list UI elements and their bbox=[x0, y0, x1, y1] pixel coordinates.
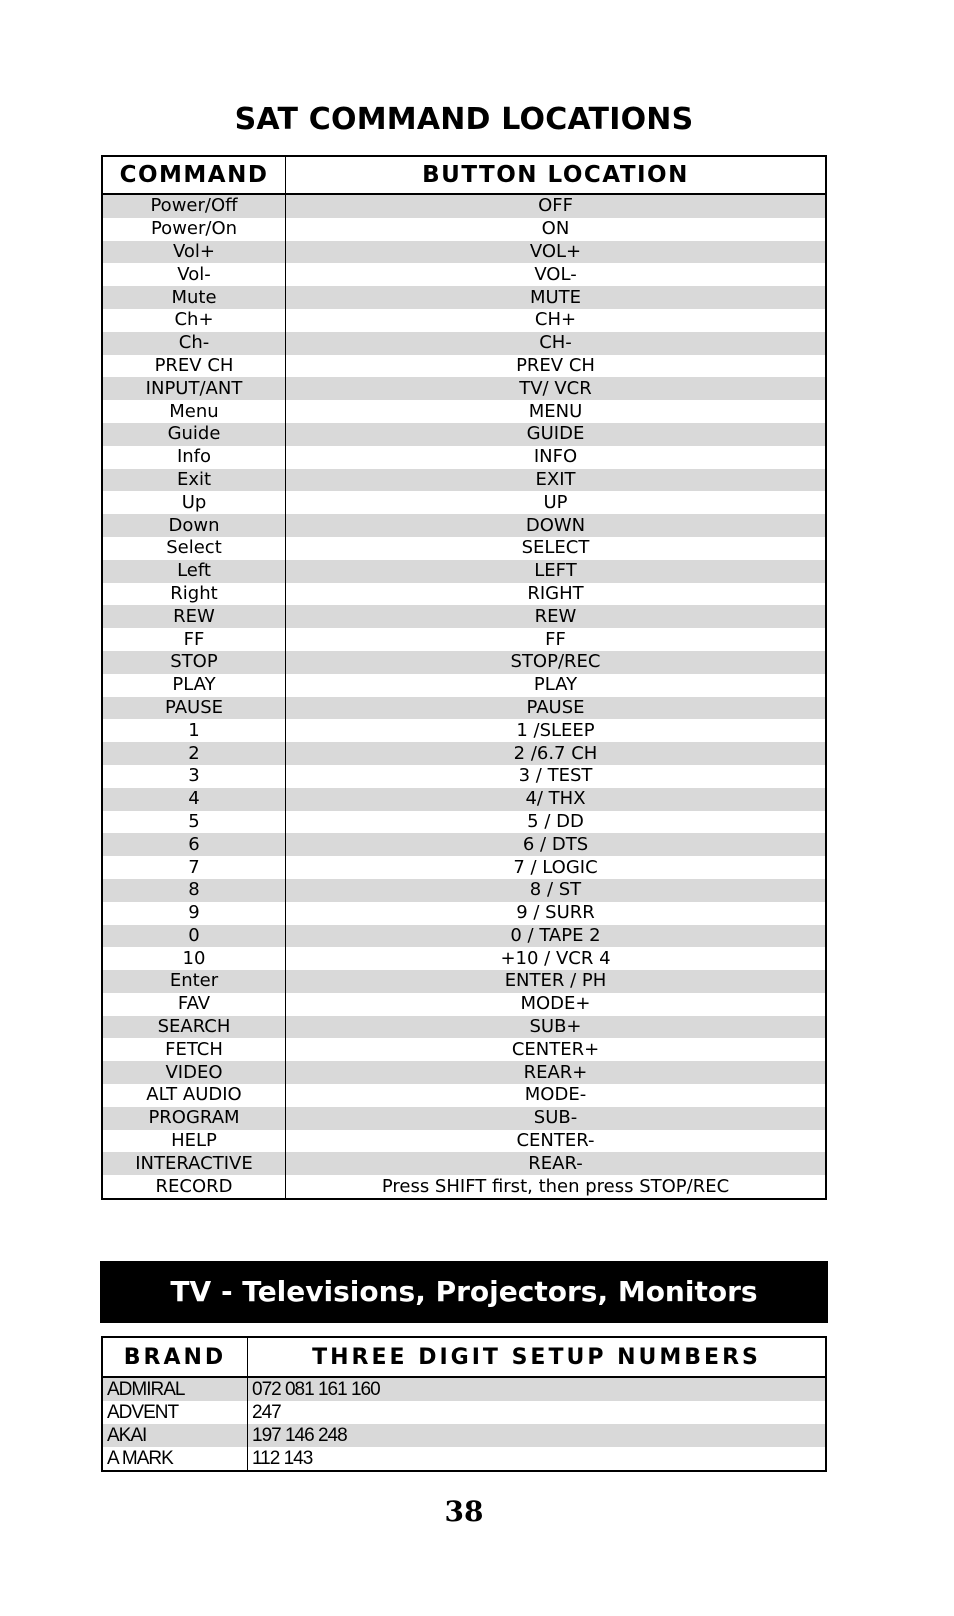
button-location-cell: STOP/REC bbox=[286, 651, 827, 674]
command-cell: 10 bbox=[102, 947, 286, 970]
table-row bbox=[102, 218, 826, 241]
command-table bbox=[101, 155, 827, 1200]
table-row bbox=[102, 879, 826, 902]
button-location-cell: GUIDE bbox=[286, 423, 827, 446]
column-header-brand: BRAND bbox=[102, 1337, 248, 1377]
table-row bbox=[102, 491, 826, 514]
button-location-cell: REAR- bbox=[286, 1152, 827, 1175]
command-cell: Power/Off bbox=[102, 194, 286, 218]
command-cell: Info bbox=[102, 446, 286, 469]
command-cell: FF bbox=[102, 628, 286, 651]
command-cell: Guide bbox=[102, 423, 286, 446]
button-location-cell: DOWN bbox=[286, 514, 827, 537]
setup-numbers-cell: 247 bbox=[252, 1401, 281, 1423]
command-cell: 2 bbox=[102, 742, 286, 765]
command-cell: FAV bbox=[102, 993, 286, 1016]
table-row bbox=[102, 1130, 826, 1153]
button-location-cell: EXIT bbox=[286, 469, 827, 492]
table-row bbox=[102, 560, 826, 583]
button-location-cell: CH+ bbox=[534, 309, 577, 331]
command-cell: Vol+ bbox=[102, 241, 286, 264]
table-row bbox=[102, 993, 826, 1016]
button-location-cell: Press SHIFT first, then press STOP/REC bbox=[381, 1175, 730, 1197]
command-cell: REW bbox=[102, 605, 286, 628]
table-row bbox=[102, 583, 826, 606]
button-location-cell: MENU bbox=[528, 400, 583, 422]
table-row bbox=[102, 1152, 826, 1175]
table-row bbox=[102, 1424, 826, 1447]
button-location-cell: SUB+ bbox=[286, 1016, 827, 1039]
table-row bbox=[102, 811, 826, 834]
table-row bbox=[102, 514, 826, 537]
command-cell: 5 bbox=[102, 811, 286, 834]
command-cell: Right bbox=[102, 583, 286, 606]
button-location-cell: 6 / DTS bbox=[286, 833, 827, 856]
button-location-cell: 2 /6.7 CH bbox=[286, 742, 827, 765]
table-row bbox=[102, 355, 826, 378]
brand-table-body bbox=[102, 1377, 826, 1471]
command-cell: Left bbox=[102, 560, 286, 583]
table-row bbox=[102, 1107, 826, 1130]
button-location-cell: 9 / SURR bbox=[516, 902, 595, 924]
button-location-cell: OFF bbox=[286, 194, 827, 218]
table-row bbox=[102, 1447, 826, 1471]
button-location-cell: PREV CH bbox=[516, 354, 595, 376]
table-row bbox=[102, 332, 826, 355]
button-location-cell: VOL- bbox=[534, 263, 577, 285]
command-cell: Ch+ bbox=[102, 309, 286, 332]
table-row bbox=[102, 856, 826, 879]
brand-cell: ADMIRAL bbox=[102, 1377, 248, 1401]
table-row bbox=[102, 537, 826, 560]
table-row bbox=[102, 1084, 826, 1107]
button-location-cell: REW bbox=[286, 605, 827, 628]
command-cell: Vol- bbox=[102, 263, 286, 286]
section-banner: TV - Televisions, Projectors, Monitors bbox=[100, 1261, 828, 1323]
command-cell: PROGRAM bbox=[102, 1107, 286, 1130]
brand-cell: ADVENT bbox=[102, 1401, 248, 1424]
table-row bbox=[102, 651, 826, 674]
brand-table bbox=[101, 1336, 827, 1472]
table-row bbox=[102, 309, 826, 332]
table-row bbox=[102, 697, 826, 720]
command-cell: HELP bbox=[102, 1130, 286, 1153]
command-cell: 7 bbox=[102, 856, 286, 879]
table-row bbox=[102, 1038, 826, 1061]
table-row bbox=[102, 377, 826, 400]
button-location-cell: MODE- bbox=[524, 1084, 587, 1106]
table-row bbox=[102, 765, 826, 788]
table-row bbox=[102, 1401, 826, 1424]
button-location-cell: SELECT bbox=[521, 537, 590, 559]
command-cell: STOP bbox=[102, 651, 286, 674]
table-row bbox=[102, 947, 826, 970]
table-row bbox=[102, 1016, 826, 1039]
page-title: SAT COMMAND LOCATIONS bbox=[234, 102, 694, 137]
command-cell: PAUSE bbox=[102, 697, 286, 720]
button-location-cell: SUB- bbox=[286, 1107, 827, 1130]
button-location-cell: 3 / TEST bbox=[518, 765, 593, 787]
button-location-cell: 0 / TAPE 2 bbox=[286, 925, 827, 948]
button-location-cell: PAUSE bbox=[286, 697, 827, 720]
command-cell: SEARCH bbox=[102, 1016, 286, 1039]
command-cell: 6 bbox=[102, 833, 286, 856]
button-location-cell: LEFT bbox=[286, 560, 827, 583]
button-location-cell: ENTER / PH bbox=[286, 970, 827, 993]
table-row bbox=[102, 925, 826, 948]
table-row bbox=[102, 674, 826, 697]
command-cell: Down bbox=[102, 514, 286, 537]
command-cell: Enter bbox=[102, 970, 286, 993]
command-cell: 8 bbox=[102, 879, 286, 902]
table-row bbox=[102, 1061, 826, 1084]
button-location-cell: PLAY bbox=[533, 674, 578, 696]
button-location-cell: 8 / ST bbox=[286, 879, 827, 902]
table-row bbox=[102, 263, 826, 286]
table-row bbox=[102, 1175, 826, 1199]
command-cell: Power/On bbox=[102, 218, 286, 241]
command-cell: Exit bbox=[102, 469, 286, 492]
button-location-cell: TV/ VCR bbox=[286, 377, 827, 400]
table-row bbox=[102, 970, 826, 993]
command-table-body bbox=[102, 194, 826, 1199]
command-cell: INTERACTIVE bbox=[102, 1152, 286, 1175]
button-location-cell: MUTE bbox=[286, 286, 827, 309]
table-row bbox=[102, 719, 826, 742]
button-location-cell: CENTER+ bbox=[511, 1038, 600, 1060]
table-row bbox=[102, 194, 826, 218]
table-row bbox=[102, 628, 826, 651]
button-location-cell: REAR+ bbox=[286, 1061, 827, 1084]
table-row bbox=[102, 788, 826, 811]
button-location-cell: ON bbox=[541, 218, 570, 240]
button-location-cell: 7 / LOGIC bbox=[513, 856, 598, 878]
command-cell: PLAY bbox=[102, 674, 286, 697]
page-number: 38 bbox=[444, 1495, 484, 1528]
table-row bbox=[102, 286, 826, 309]
command-cell: 0 bbox=[102, 925, 286, 948]
table-row bbox=[102, 423, 826, 446]
table-header-row bbox=[102, 156, 826, 194]
table-row bbox=[102, 446, 826, 469]
command-cell: ALT AUDIO bbox=[102, 1084, 286, 1107]
button-location-cell: FF bbox=[545, 628, 566, 650]
command-cell: 9 bbox=[102, 902, 286, 925]
command-cell: RECORD bbox=[102, 1175, 286, 1199]
button-location-cell: RIGHT bbox=[527, 582, 584, 604]
setup-numbers-cell: 072 081 161 160 bbox=[248, 1377, 827, 1401]
command-cell: Ch- bbox=[102, 332, 286, 355]
brand-cell: AKAI bbox=[102, 1424, 248, 1447]
table-row bbox=[102, 469, 826, 492]
table-header-row bbox=[102, 1337, 826, 1377]
command-cell: Up bbox=[102, 491, 286, 514]
table-row bbox=[102, 605, 826, 628]
button-location-cell: 1 /SLEEP bbox=[516, 719, 595, 741]
button-location-cell: 4/ THX bbox=[286, 788, 827, 811]
button-location-cell: MODE+ bbox=[520, 993, 591, 1015]
command-cell: Mute bbox=[102, 286, 286, 309]
table-row bbox=[102, 833, 826, 856]
command-cell: 3 bbox=[102, 765, 286, 788]
button-location-cell: CH- bbox=[286, 332, 827, 355]
setup-numbers-cell: 112 143 bbox=[252, 1447, 313, 1469]
button-location-cell: INFO bbox=[533, 446, 578, 468]
command-cell: 4 bbox=[102, 788, 286, 811]
table-row bbox=[102, 241, 826, 264]
table-row bbox=[102, 742, 826, 765]
command-cell: 1 bbox=[102, 719, 286, 742]
command-cell: INPUT/ANT bbox=[102, 377, 286, 400]
command-cell: PREV CH bbox=[102, 355, 286, 378]
brand-cell: A MARK bbox=[102, 1447, 248, 1471]
column-header-button-location: BUTTON LOCATION bbox=[286, 156, 827, 194]
button-location-cell: VOL+ bbox=[286, 241, 827, 264]
table-row bbox=[102, 400, 826, 423]
setup-numbers-cell: 197 146 248 bbox=[248, 1424, 827, 1447]
button-location-cell: +10 / VCR 4 bbox=[500, 947, 611, 969]
command-cell: FETCH bbox=[102, 1038, 286, 1061]
button-location-cell: UP bbox=[543, 491, 568, 513]
command-cell: Select bbox=[102, 537, 286, 560]
table-row bbox=[102, 902, 826, 925]
button-location-cell: 5 / DD bbox=[527, 810, 584, 832]
command-cell: VIDEO bbox=[102, 1061, 286, 1084]
command-cell: Menu bbox=[102, 400, 286, 423]
table-row bbox=[102, 1377, 826, 1401]
column-header-command: COMMAND bbox=[102, 156, 286, 194]
button-location-cell: CENTER- bbox=[516, 1130, 595, 1152]
column-header-setup-numbers: THREE DIGIT SETUP NUMBERS bbox=[248, 1337, 827, 1377]
